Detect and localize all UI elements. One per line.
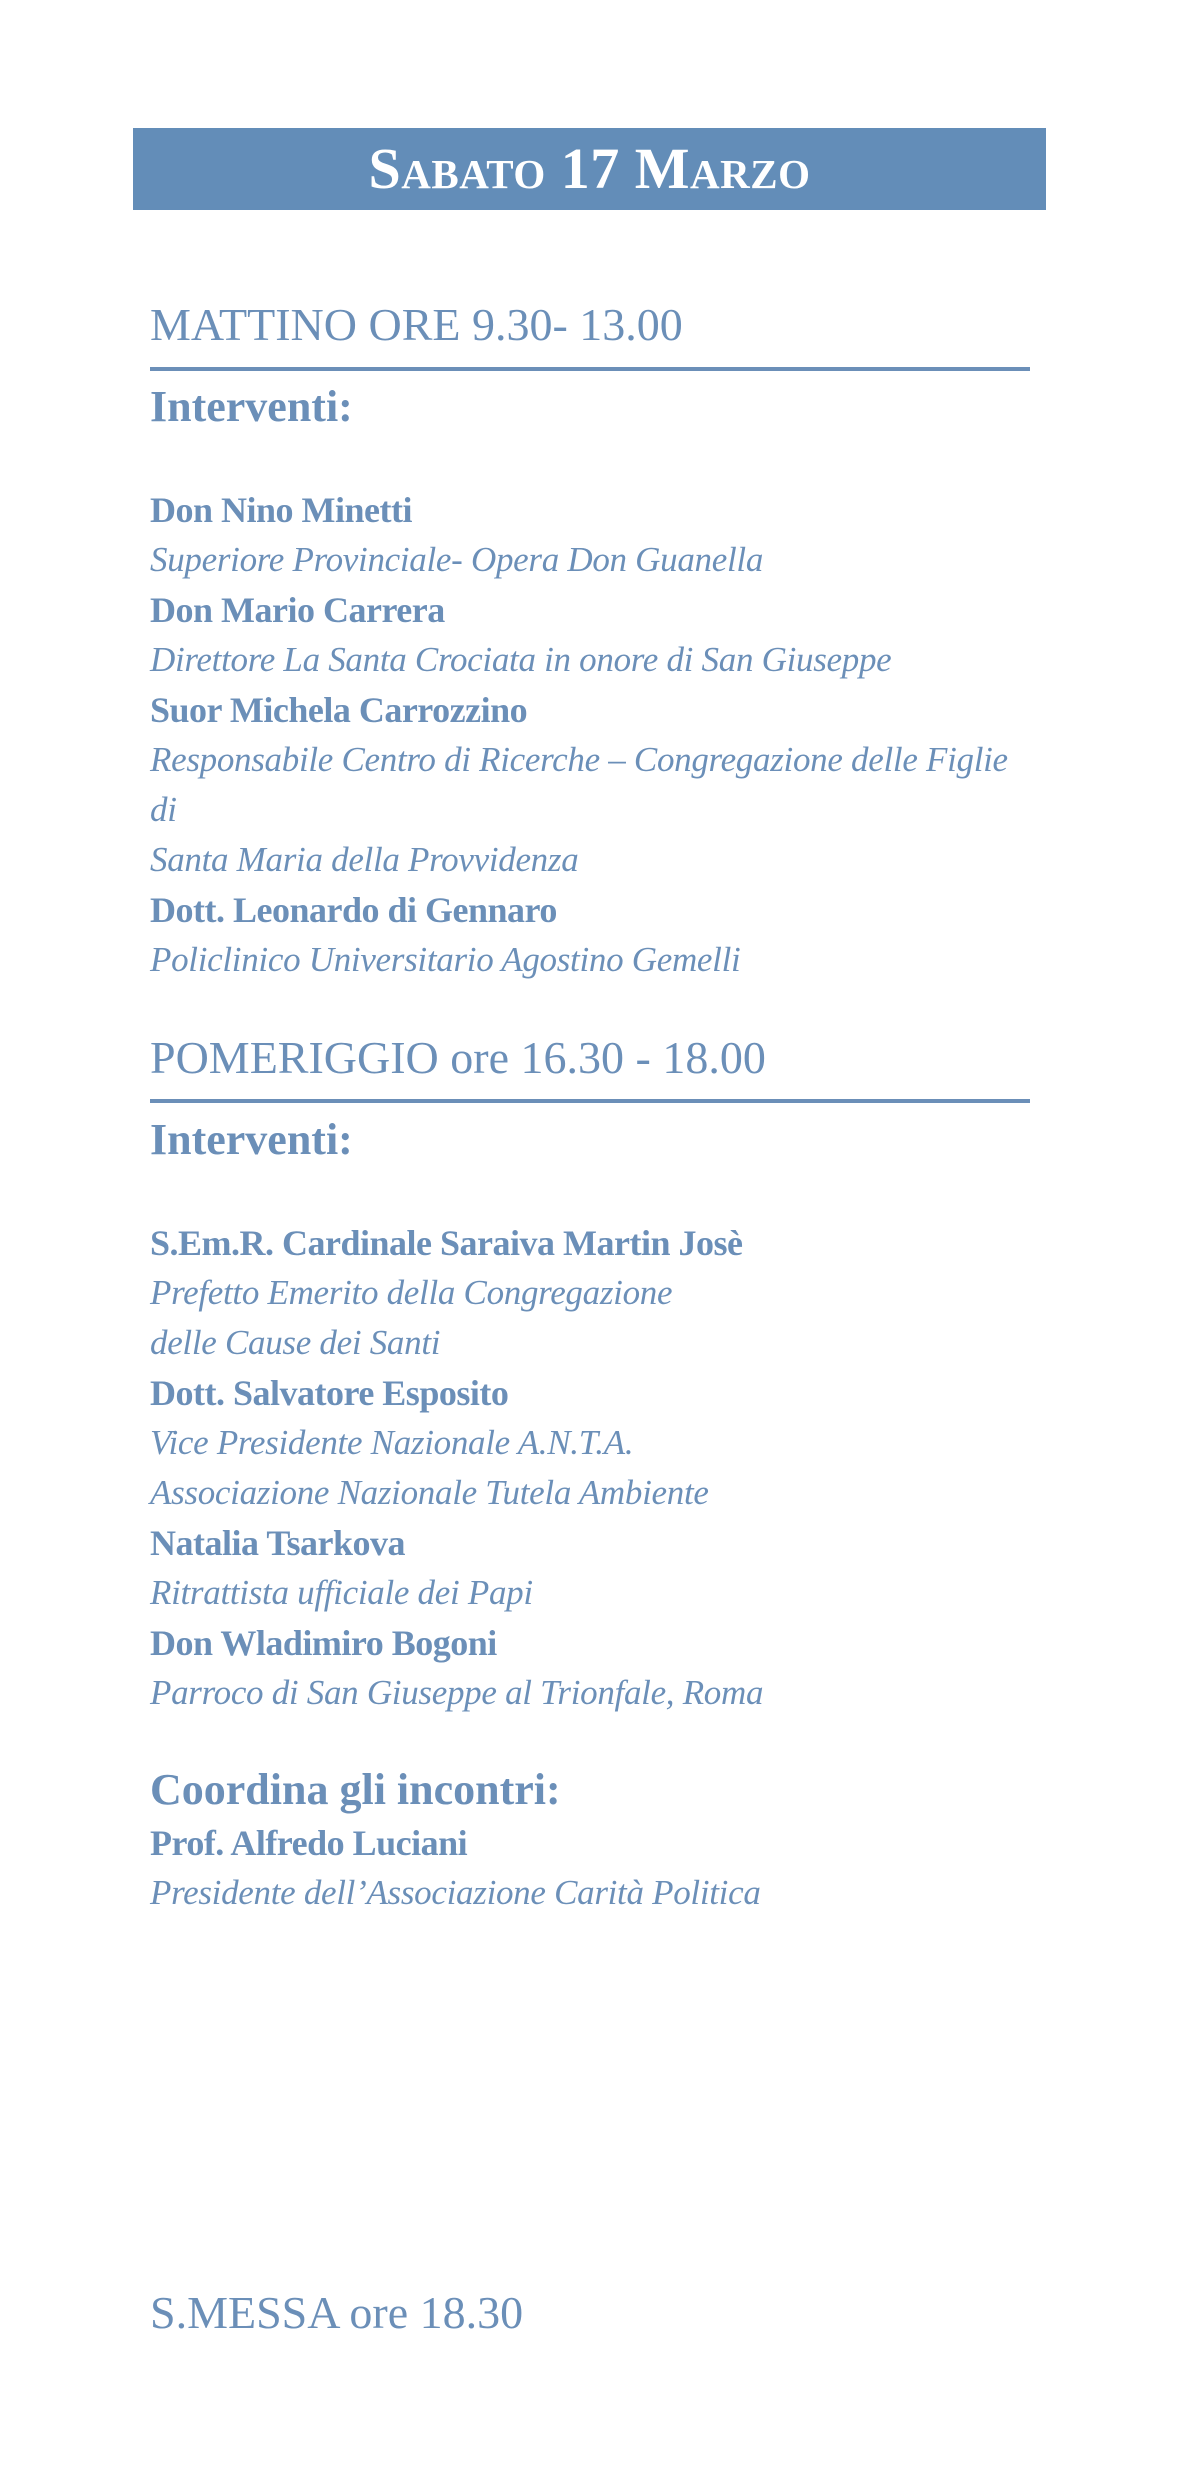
- speaker-name: Natalia Tsarkova: [150, 1523, 406, 1563]
- speaker-item: [150, 885, 1030, 985]
- speaker-role: Ritrattista ufficiale dei Papi: [150, 1573, 533, 1612]
- speaker-role: Policlinico Universitario Agostino Gemelli: [150, 940, 741, 979]
- coordinator-name: Prof. Alfredo Luciani: [150, 1823, 468, 1863]
- speaker-item: [150, 485, 1030, 585]
- header-bar: [133, 128, 1046, 210]
- speaker-name: Don Mario Carrera: [150, 590, 445, 630]
- speaker-role: Responsabile Centro di Ricerche – Congregazione delle Figlie di Santa Maria della Provvidenza: [150, 740, 1008, 879]
- afternoon-speaker-list: [150, 1218, 1030, 1718]
- speaker-name: Don Nino Minetti: [150, 490, 412, 530]
- speaker-item: [150, 1618, 1030, 1718]
- coordinator-label: Coordina gli incontri:: [150, 1765, 561, 1814]
- speaker-item: [150, 1518, 1030, 1618]
- afternoon-interventi-label: Interventi:: [150, 1115, 353, 1164]
- speaker-name: Don Wladimiro Bogoni: [150, 1623, 497, 1663]
- speaker-role: Direttore La Santa Crociata in onore di San Giuseppe: [150, 640, 892, 679]
- speaker-item: [150, 1218, 1030, 1368]
- page-title: Sabato 17 Marzo: [368, 136, 811, 201]
- morning-divider: [150, 367, 1030, 371]
- speaker-item: [150, 685, 1030, 885]
- morning-speaker-list: [150, 485, 1030, 985]
- morning-session-title: MATTINO ORE 9.30- 13.00: [150, 299, 683, 350]
- speaker-role: Vice Presidente Nazionale A.N.T.A. Associazione Nazionale Tutela Ambiente: [150, 1423, 709, 1512]
- speaker-name: S.Em.R. Cardinale Saraiva Martin Josè: [150, 1223, 743, 1263]
- coordinator-role: Presidente dell’Associazione Carità Politica: [150, 1873, 761, 1912]
- afternoon-divider: [150, 1099, 1030, 1103]
- coordinator-block: [150, 1818, 1030, 1918]
- afternoon-session-title: POMERIGGIO ore 16.30 - 18.00: [150, 1032, 766, 1083]
- speaker-name: Dott. Leonardo di Gennaro: [150, 890, 557, 930]
- speaker-role: Superiore Provinciale- Opera Don Guanella: [150, 540, 764, 579]
- morning-interventi-label: Interventi:: [150, 382, 353, 431]
- speaker-role: Prefetto Emerito della Congregazione delle Cause dei Santi: [150, 1273, 673, 1362]
- speaker-item: [150, 585, 1030, 685]
- speaker-name: Dott. Salvatore Esposito: [150, 1373, 509, 1413]
- speaker-role: Parroco di San Giuseppe al Trionfale, Roma: [150, 1673, 764, 1712]
- speaker-name: Suor Michela Carrozzino: [150, 690, 528, 730]
- mass-time: S.MESSA ore 18.30: [150, 2287, 524, 2338]
- speaker-item: [150, 1368, 1030, 1518]
